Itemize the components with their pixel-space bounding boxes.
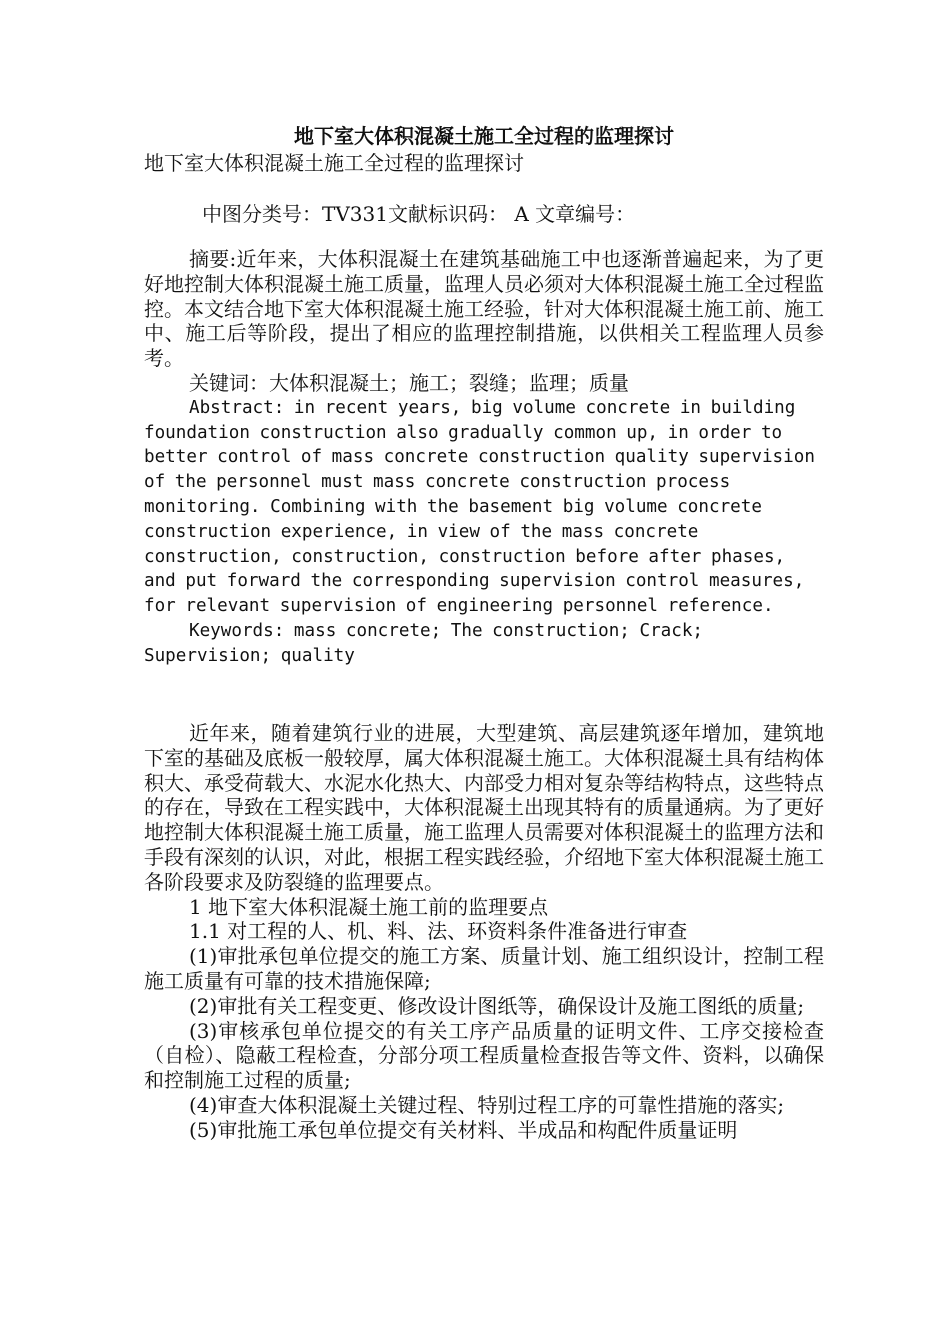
document-subtitle: 地下室大体积混凝土施工全过程的监理探讨: [144, 151, 524, 175]
abstract-cn: 摘要:近年来，大体积混凝土在建筑基础施工中也逐渐普遍起来，为了更好地控制大体积混凝土施工质量，监理人员必须对大体积混凝土施工全过程监控。本文结合地下室大体积混凝土施工经验，针对大体积混凝土施工前、施工中、施工后等阶段，提出了相应的监理控制措施，以供相关工程监理人员参考。: [144, 247, 824, 371]
intro-paragraph: 近年来，随着建筑行业的进展，大型建筑、高层建筑逐年增加，建筑地下室的基础及底板一般较厚，属大体积混凝土施工。大体积混凝土具有结构体积大、承受荷载大、水泥水化热大、内部受力相对复杂等结构特点，这些特点的存在，导致在工程实践中，大体积混凝土出现其特有的质量通病。为了更好地控制大体积混凝土施工质量，施工监理人员需要对体积混凝土的监理方法和手段有深刻的认识，对此，根据工程实践经验，介绍地下室大体积混凝土施工各阶段要求及防裂缝的监理要点。: [144, 721, 824, 894]
keywords-cn: 关键词：大体积混凝土；施工；裂缝；监理；质量: [189, 370, 629, 395]
keywords-en: Keywords: mass concrete; The construction; Crack; Supervision; quality: [144, 620, 704, 666]
classification-line: 中图分类号：TV331文献标识码： A 文章编号：: [202, 202, 636, 226]
list-item: (5)审批施工承包单位提交有关材料、半成品和构配件质量证明: [189, 1117, 738, 1142]
list-item: (3)审核承包单位提交的有关工序产品质量的证明文件、工序交接检查（自检）、隐蔽工程检查，分部分项工程质量检查报告等文件、资料，以确保和控制施工过程的质量;: [144, 1018, 824, 1093]
abstract-cn-block: [144, 247, 824, 669]
list-item: (4)审查大体积混凝土关键过程、特别过程工序的可靠性措施的落实;: [189, 1092, 785, 1117]
body-block: [144, 721, 824, 1143]
section-heading-1: 1 地下室大体积混凝土施工前的监理要点: [189, 894, 549, 919]
abstract-en: Abstract: in recent years, big volume concrete in building foundation construction also gradually common up, in order to better control of mass concrete construction quality supervision of the personnel must mass concrete construction process monitoring. Combining with the basement big volume concrete construction experience, in view of the mass concrete construction, construction, construction before after phases, and put forward the corresponding supervision control measures, for relevant supervision of engineering personnel reference.: [144, 397, 815, 617]
section-heading-1-1: 1.1 对工程的人、机、料、法、环资料条件准备进行审查: [189, 919, 688, 944]
document-title: 地下室大体积混凝土施工全过程的监理探讨: [294, 124, 674, 148]
list-item: (2)审批有关工程变更、修改设计图纸等，确保设计及施工图纸的质量;: [189, 993, 805, 1018]
list-item: (1)审批承包单位提交的施工方案、质量计划、施工组织设计，控制工程施工质量有可靠的技术措施保障;: [144, 944, 824, 993]
